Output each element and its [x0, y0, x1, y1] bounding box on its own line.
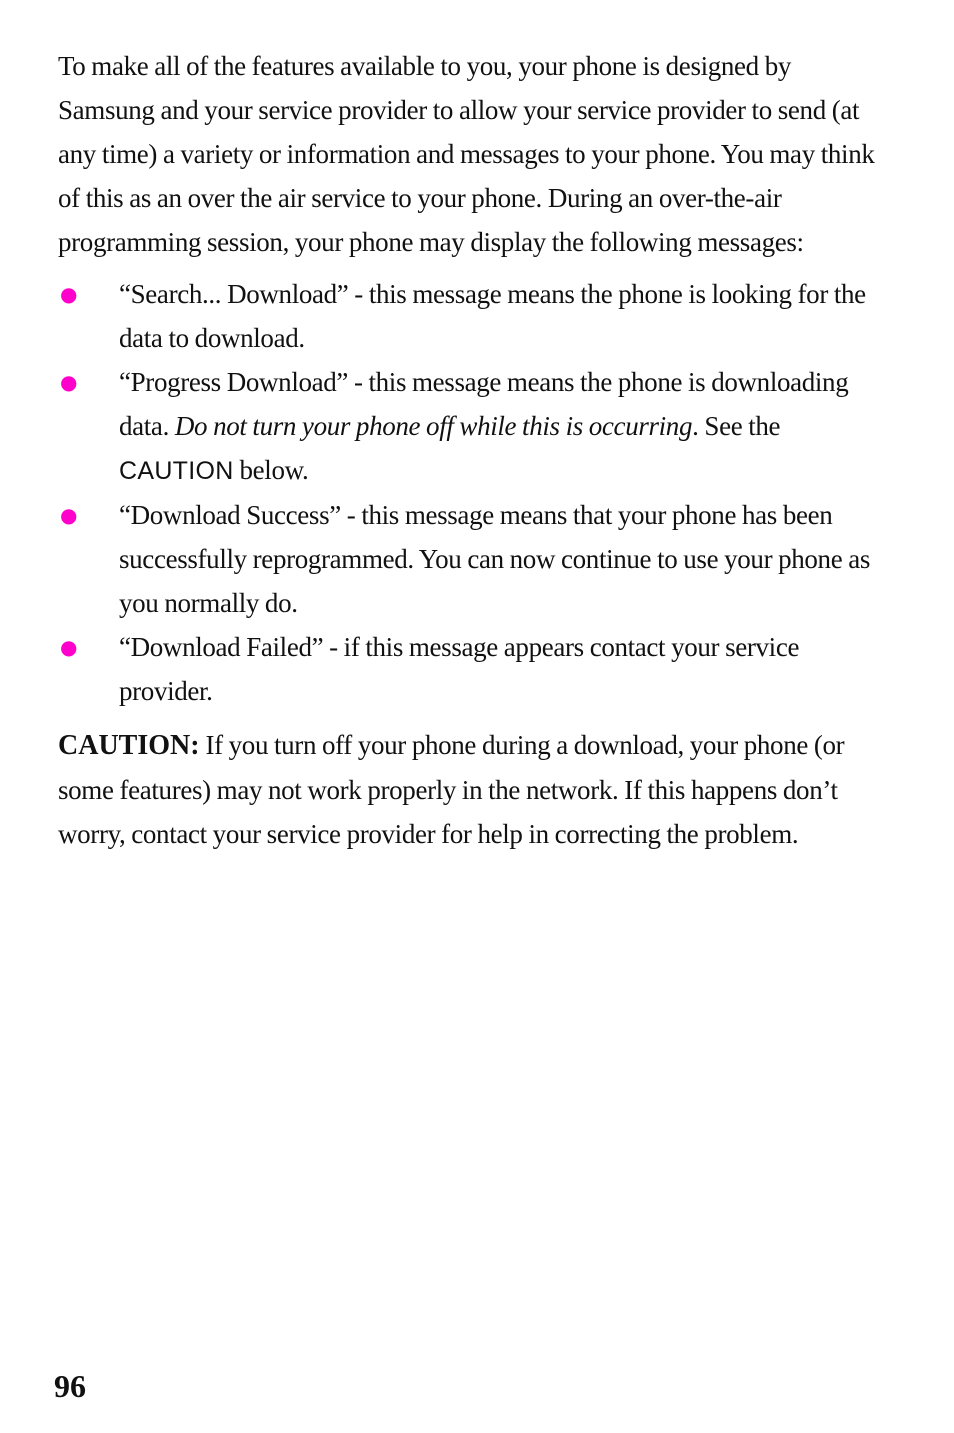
- list-item-text-end: below.: [233, 455, 309, 485]
- list-item-text-mid: . See the: [692, 411, 781, 441]
- bullet-icon: ●: [60, 635, 78, 659]
- bullet-icon: ●: [60, 370, 78, 394]
- list-item-progress-download: [58, 360, 880, 493]
- bullet-icon: ●: [60, 282, 78, 306]
- list-item-text: “Search... Download” - this message means the phone is looking for the data to download.: [119, 279, 866, 353]
- intro-paragraph: To make all of the features available to you, your phone is designed by Samsung and your service provider to allow your service provider to send (at any time) a variety or information and messages to your phone. You may think of this as an over the air service to your phone. During an over-the-air programming session, your phone may display the following messages:: [58, 51, 875, 257]
- caution-label: CAUTION:: [58, 730, 200, 761]
- caution-text: If you turn off your phone during a download, your phone (or some features) may not work properly in the network. If this happens don’t worry, contact your service provider for help in correcting the problem.: [58, 730, 845, 849]
- list-item-text: “Download Failed” - if this message appears contact your service provider.: [119, 632, 800, 706]
- message-list: [58, 272, 880, 713]
- list-item-text: “Progress Download” - this message means the phone is downloading data.: [119, 367, 849, 441]
- warning-emphasis: Do not turn your phone off while this is occurring: [174, 411, 693, 441]
- page-number: 96: [54, 1368, 86, 1404]
- bullet-icon: ●: [60, 503, 78, 527]
- list-item-search-download: [58, 272, 880, 360]
- caution-paragraph: [58, 723, 880, 856]
- list-item-download-success: [58, 493, 880, 625]
- caution-reference: CAUTION: [119, 457, 234, 485]
- list-item-text: “Download Success” - this message means that your phone has been successfully reprogrammed. You can now continue to use your phone as you normally do.: [119, 500, 871, 618]
- page-content: [58, 44, 880, 856]
- list-item-download-failed: [58, 625, 880, 713]
